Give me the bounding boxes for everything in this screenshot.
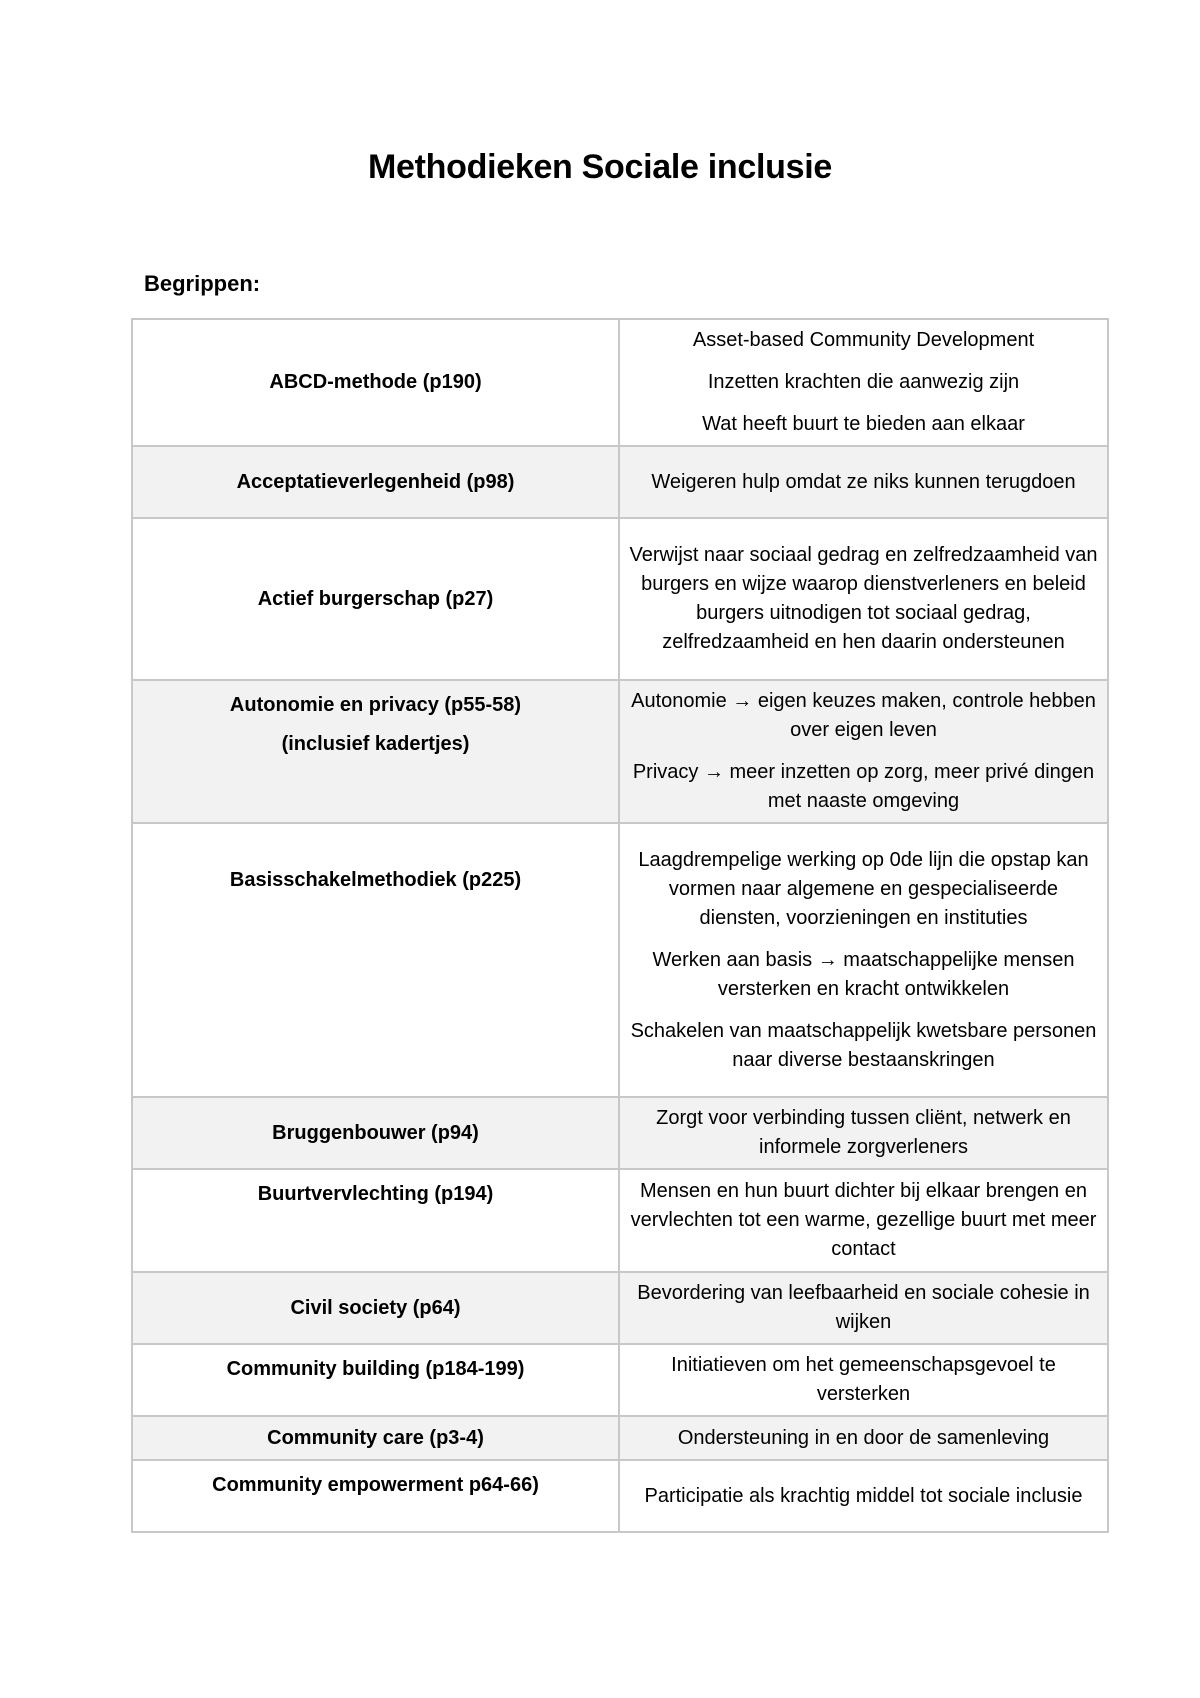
definition-cell: Laagdrempelige werking op 0de lijn die opstap kan vormen naar algemene en gespecialiseerde diensten, voorzieningen en instituties Werken aan basis → maatschappelijke mensen versterken en kracht ontwikkelen Schakelen van maatschappelijk kwetsbare personen naar diverse bestaanskringen [619, 823, 1108, 1097]
table-row [132, 823, 1108, 1097]
term-cell: Community empowerment p64-66) [132, 1460, 619, 1532]
term-cell: Community building (p184-199) [132, 1344, 619, 1416]
definition-cell: Weigeren hulp omdat ze niks kunnen terugdoen [619, 446, 1108, 518]
term-cell: Civil society (p64) [132, 1272, 619, 1344]
table-row [132, 1344, 1108, 1416]
definition-cell: Bevordering van leefbaarheid en sociale cohesie in wijken [619, 1272, 1108, 1344]
term-cell: Acceptatieverlegenheid (p98) [132, 446, 619, 518]
term-cell: ABCD-methode (p190) [132, 319, 619, 446]
term-cell: Actief burgerschap (p27) [132, 518, 619, 680]
term-cell: Basisschakelmethodiek (p225) [132, 823, 619, 1097]
table-row [132, 446, 1108, 518]
section-label: Begrippen: [144, 271, 261, 296]
table-row [132, 1097, 1108, 1169]
table-row [132, 319, 1108, 446]
table-row [132, 518, 1108, 680]
page-title: Methodieken Sociale inclusie [368, 148, 832, 186]
table-row [132, 1416, 1108, 1460]
table-row [132, 680, 1108, 823]
definition-cell: Verwijst naar sociaal gedrag en zelfredzaamheid van burgers en wijze waarop dienstverleners en beleid burgers uitnodigen tot sociaal gedrag, zelfredzaamheid en hen daarin ondersteunen [619, 518, 1108, 680]
table-row [132, 1272, 1108, 1344]
terms-table [131, 318, 1109, 1533]
term-cell: Bruggenbouwer (p94) [132, 1097, 619, 1169]
term-cell: Community care (p3-4) [132, 1416, 619, 1460]
term-cell: Autonomie en privacy (p55-58) (inclusief kadertjes) [132, 680, 619, 823]
definition-cell: Ondersteuning in en door de samenleving [619, 1416, 1108, 1460]
table-row [132, 1169, 1108, 1272]
definition-cell: Asset-based Community Development Inzetten krachten die aanwezig zijn Wat heeft buurt te bieden aan elkaar [619, 319, 1108, 446]
table-row [132, 1460, 1108, 1532]
definition-cell: Mensen en hun buurt dichter bij elkaar brengen en vervlechten tot een warme, gezellige buurt met meer contact [619, 1169, 1108, 1272]
definition-cell: Participatie als krachtig middel tot sociale inclusie [619, 1460, 1108, 1532]
term-cell: Buurtvervlechting (p194) [132, 1169, 619, 1272]
definition-cell: Autonomie → eigen keuzes maken, controle hebben over eigen leven Privacy → meer inzetten op zorg, meer privé dingen met naaste omgeving [619, 680, 1108, 823]
definition-cell: Zorgt voor verbinding tussen cliënt, netwerk en informele zorgverleners [619, 1097, 1108, 1169]
definition-cell: Initiatieven om het gemeenschapsgevoel te versterken [619, 1344, 1108, 1416]
